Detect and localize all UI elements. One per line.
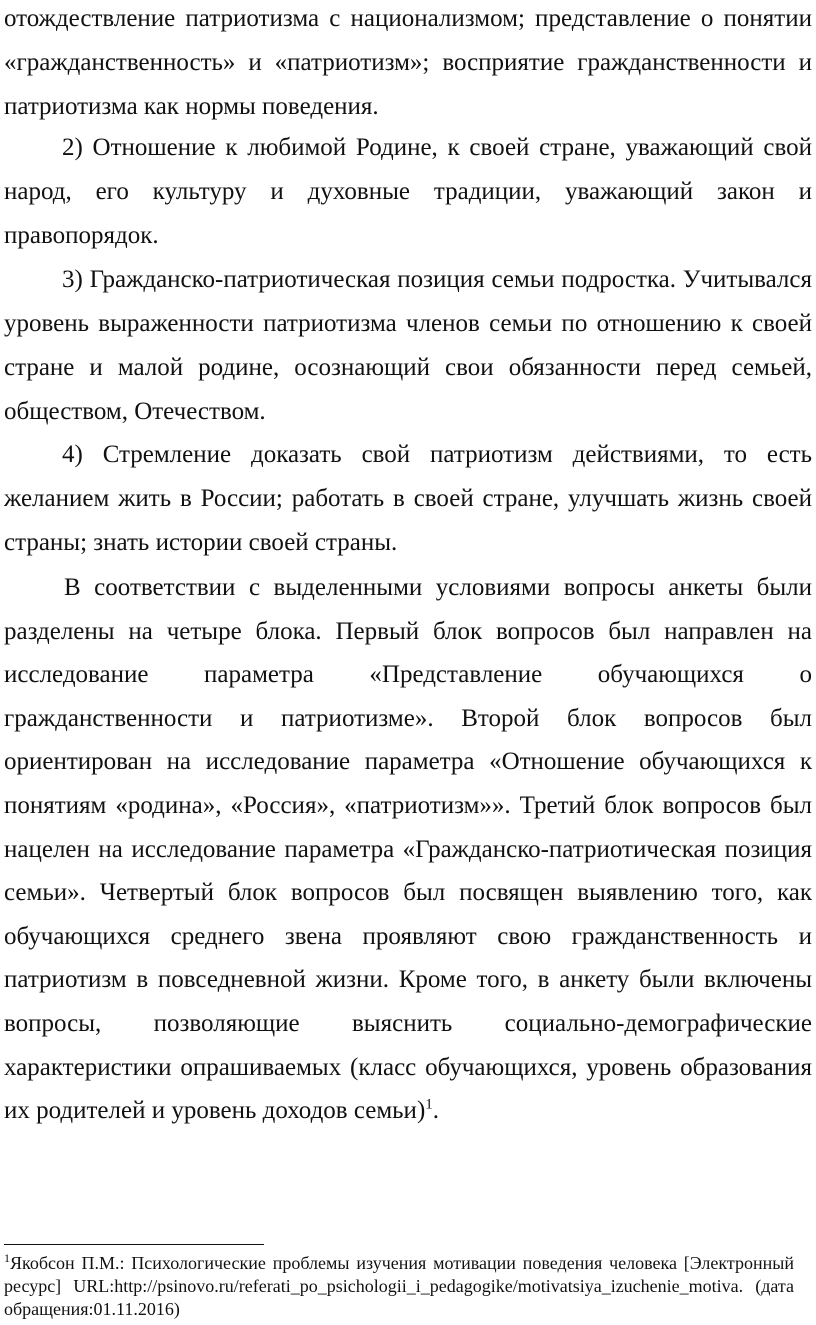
footnote-reference[interactable]: 1 [425,1096,433,1113]
paragraph-survey-text: В соответствии с выделенными условиями вопросы анкеты были разделены на четыре блока. Первый блок вопросов был направлен на исследование параметра «Представление обучающихся о гражданственности и патриотизме». Второй блок вопросов был ориентирован на исследование параметра «Отношение обучающихся к понятиям «родина», «Россия», «патриотизм»». Третий блок вопросов был нацелен на исследование параметра «Гражданско-патриотическая позиция семьи». Четвертый блок вопросов был посвящен выявлению того, как обучающихся среднего звена проявляют свою гражданственность и патриотизм в повседневной жизни. Кроме того, в анкету были включены вопросы, позволяющие выяснить социально-демографические характеристики опрашиваемых (класс обучающихся, уровень образования их родителей и уровень доходов семьи) [4,574,812,1125]
paragraph-item-4: 4) Стремление доказать свой патриотизм действиями, то есть желанием жить в России; работать в своей стране, улучшать жизнь своей страны; знать истории своей страны. [4,441,812,556]
footnote-marker: 1 [4,1251,10,1265]
paragraph-continuation: отождествление патриотизма с национализмом; представление о понятии «гражданственность» и «патриотизм»; восприятие гражданственности и патриотизма как нормы поведения. [4,5,812,120]
footnote-separator [4,1244,264,1245]
paragraph-survey-blocks [4,566,812,1133]
paragraph-item-3: 3) Гражданско-патриотическая позиция семьи подростка. Учитывался уровень выраженности патриотизма членов семьи по отношению к своей стране и малой родине, осознающий свои обязанности перед семьей, обществом, Отечеством. [4,266,812,425]
paragraph-end-punctuation: . [432,1097,440,1125]
footnote-text: Якобсон П.М.: Психологические проблемы изучения мотивации поведения человека [Электронный ресурс] URL:http://psinovo.ru/referati_po_psichologii_i_pedagogike/motivatsiya_izuchenie_motiva. (дата обращения:01.11.2016) [4,1253,794,1319]
footnote [4,1252,794,1321]
paragraph-item-2: 2) Отношение к любимой Родине, к своей стране, уважающий свой народ, его культуру и духовные традиции, уважающий закон и правопорядок. [4,134,812,249]
